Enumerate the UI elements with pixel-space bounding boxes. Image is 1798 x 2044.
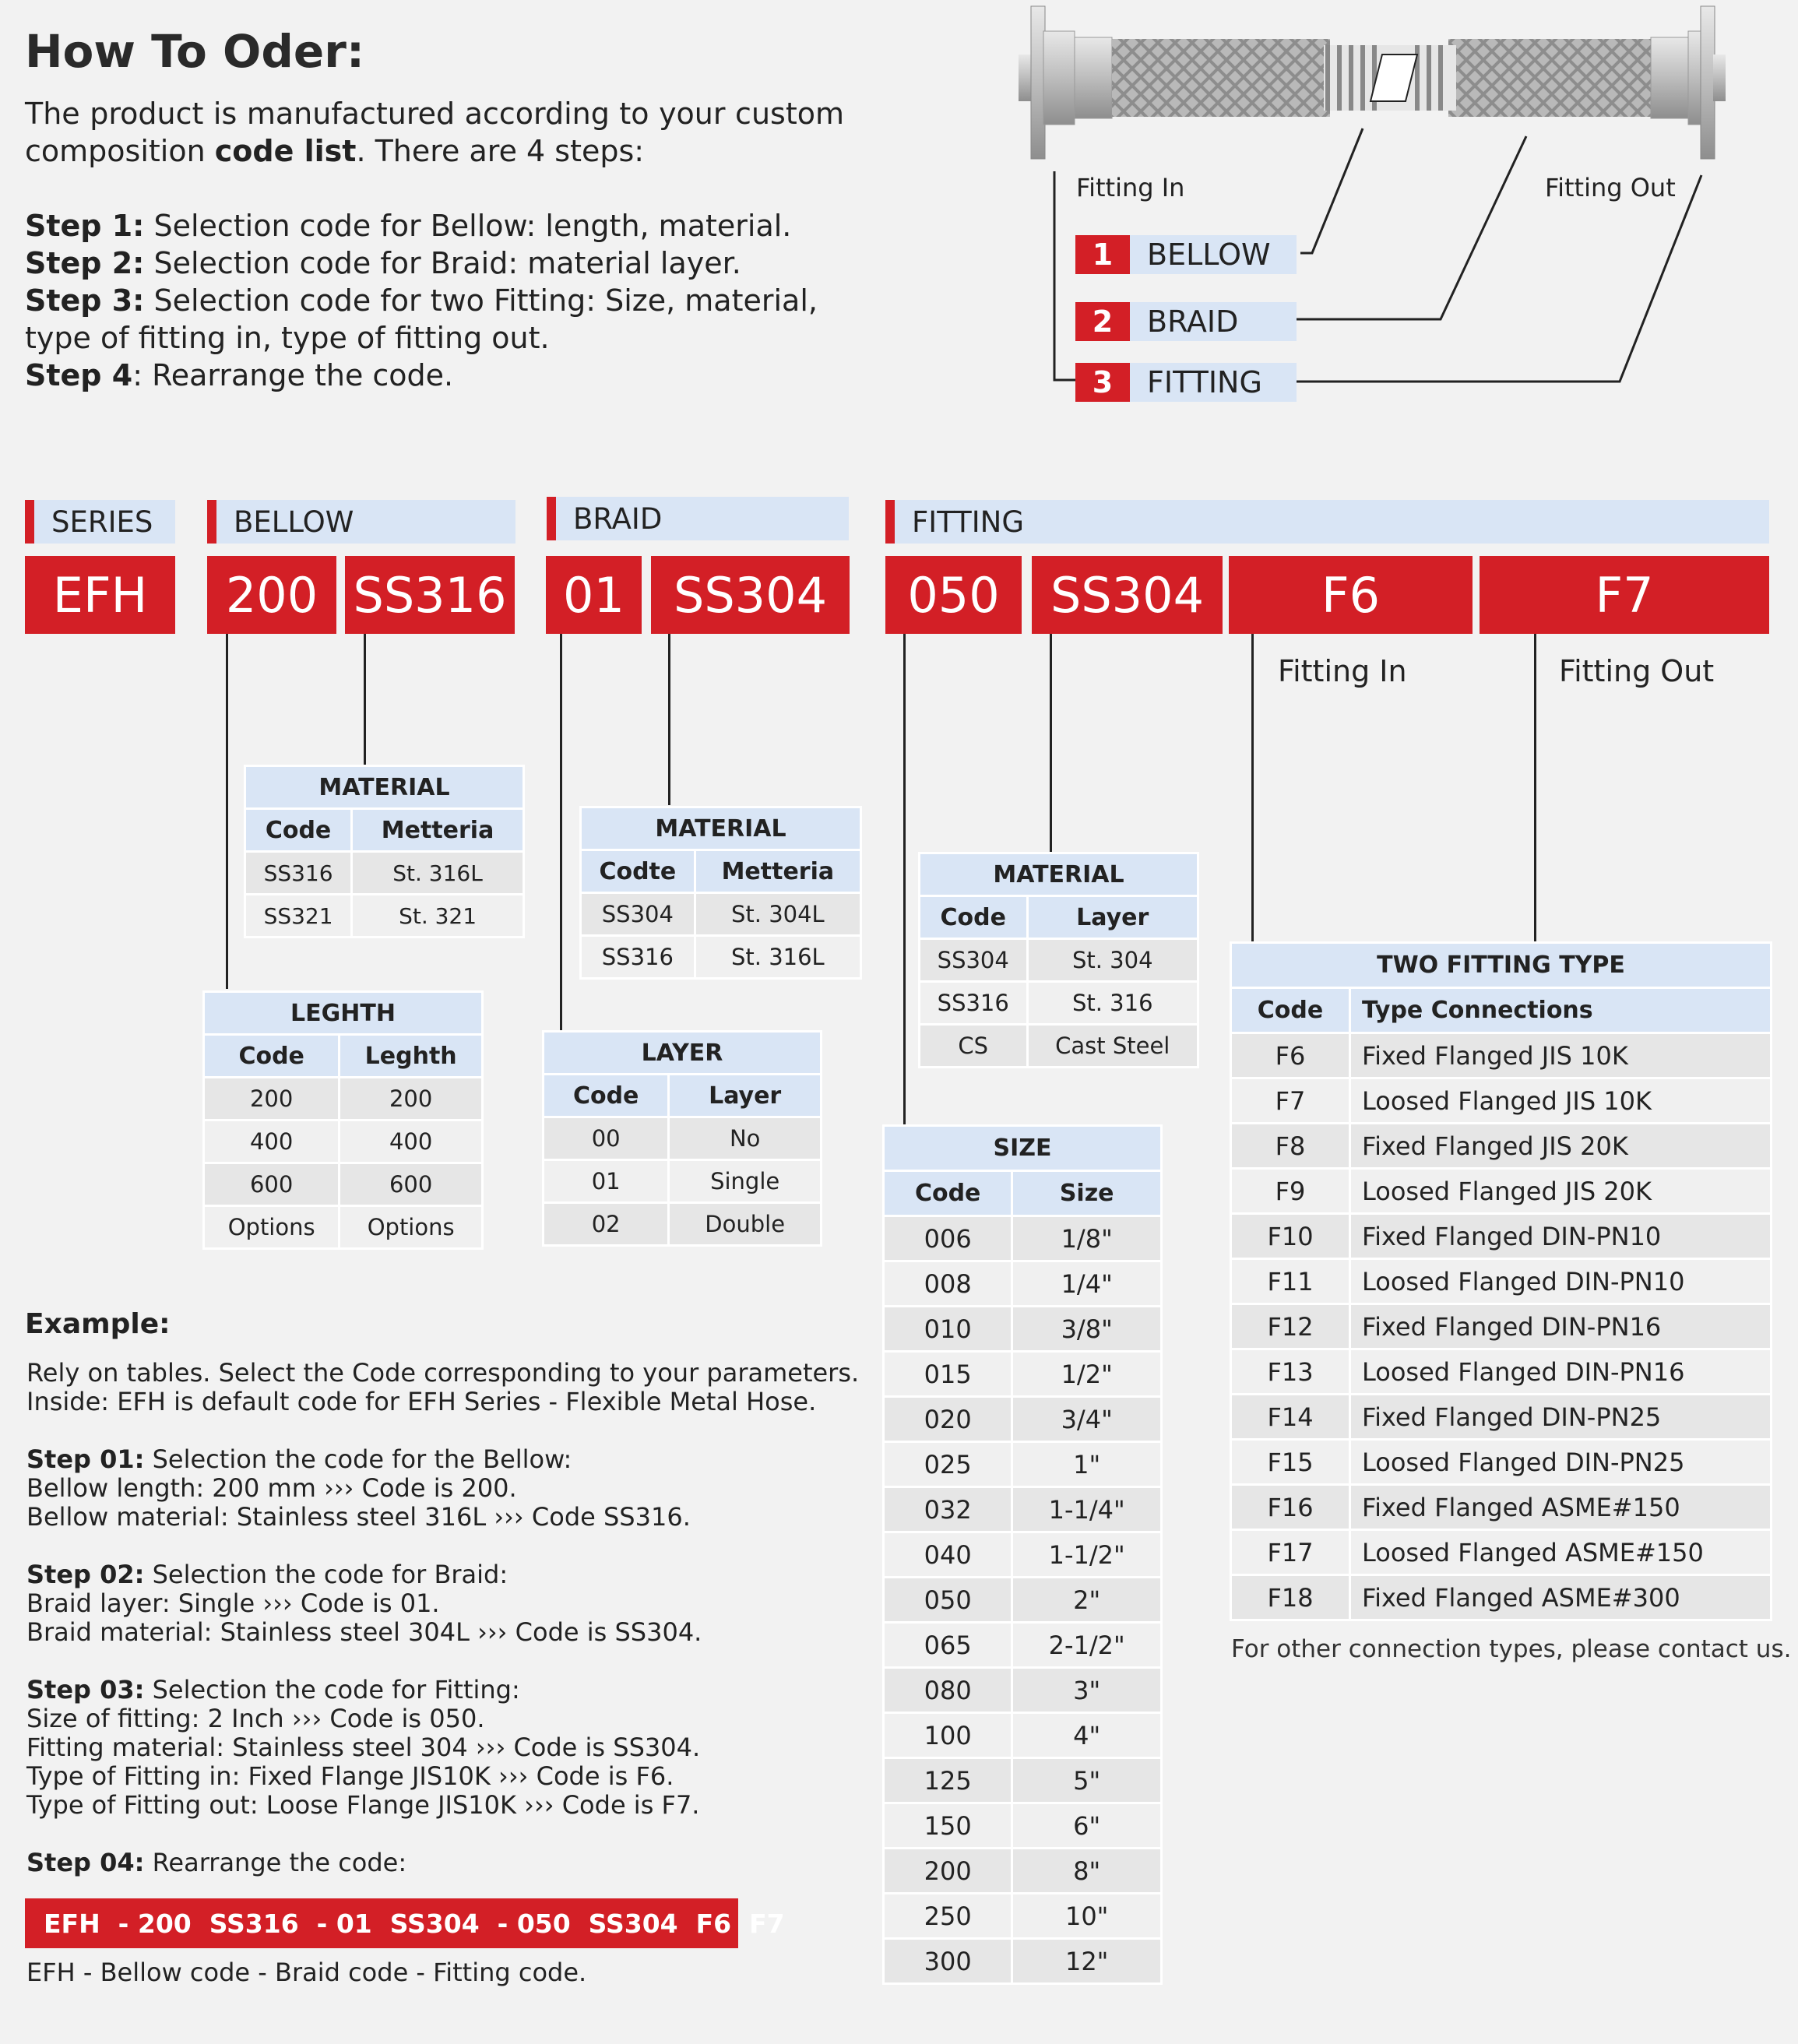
table-cell: F9: [1232, 1170, 1349, 1212]
connector-line: [1251, 634, 1254, 942]
table-cell: Loosed Flanged ASME#150: [1351, 1531, 1770, 1574]
hose-diagram: [1012, 0, 1729, 405]
table-cell: No: [670, 1118, 820, 1159]
table-title-row: [582, 808, 860, 849]
code-series: EFH: [25, 556, 175, 634]
table-cell: 3/4": [1013, 1398, 1160, 1441]
code-bellow-length: 200: [207, 556, 336, 634]
table-header-row: [885, 1172, 1160, 1215]
example-line: Step 02: Selection the code for Braid:: [26, 1560, 508, 1589]
table-cell: 1/8": [1013, 1217, 1160, 1260]
table-row: [885, 1488, 1160, 1531]
table-cell: CS: [920, 1026, 1026, 1066]
example-line: [26, 1820, 859, 1849]
column-header: Metteria: [696, 851, 860, 892]
example-line: Fitting material: Stainless steel 304 ››› Code is SS304.: [26, 1733, 701, 1762]
code-fitting-in: F6: [1229, 556, 1473, 634]
table-cell: 006: [885, 1217, 1011, 1260]
code-braid-layer: 01: [546, 556, 642, 634]
table-cell: Loosed Flanged JIS 10K: [1351, 1079, 1770, 1122]
bellow-length-table: [202, 990, 484, 1250]
diagram-fitting-out-label: Fitting Out: [1545, 173, 1676, 202]
example-footer: EFH - Bellow code - Braid code - Fitting code.: [26, 1958, 587, 1987]
table-row: [885, 1940, 1160, 1982]
table-cell: Fixed Flanged JIS 20K: [1351, 1124, 1770, 1167]
table-row: [920, 1026, 1197, 1066]
table-cell: 00: [544, 1118, 667, 1159]
table-cell: 100: [885, 1714, 1011, 1757]
connector-line: [668, 634, 670, 805]
table-cell: F18: [1232, 1576, 1349, 1619]
table-header-row: [205, 1036, 481, 1076]
table-cell: 1-1/2": [1013, 1533, 1160, 1576]
table-row: [885, 1398, 1160, 1441]
intro-part2: . There are 4 steps:: [356, 134, 645, 168]
flange-right-icon: [1701, 6, 1715, 159]
table-cell: 200: [340, 1078, 481, 1119]
table-row: [885, 1849, 1160, 1892]
table-cell: SS316: [582, 937, 694, 977]
table-cell: St. 316L: [353, 853, 523, 893]
table-cell: 400: [340, 1121, 481, 1162]
table-cell: SS304: [920, 940, 1026, 980]
table-title: MATERIAL: [582, 808, 860, 849]
table-row: [885, 1533, 1160, 1576]
table-title-row: [544, 1033, 820, 1073]
example-lines: [26, 1359, 859, 1877]
table-cell: St. 316: [1029, 983, 1198, 1023]
fitting-type-table: [1230, 941, 1772, 1621]
table-row: [885, 1217, 1160, 1260]
table-cell: F10: [1232, 1215, 1349, 1258]
table-cell: 400: [205, 1121, 338, 1162]
table-cell: 200: [885, 1849, 1011, 1892]
example-line: Step 01: Selection the code for the Bellow:: [26, 1444, 572, 1474]
table-cell: 032: [885, 1488, 1011, 1531]
table-cell: 050: [885, 1578, 1011, 1621]
table-row: [920, 940, 1197, 980]
intro-bold: code list: [214, 134, 357, 168]
table-cell: F11: [1232, 1260, 1349, 1303]
header-braid: BRAID: [547, 497, 849, 540]
table-cell: 1/2": [1013, 1353, 1160, 1395]
table-row: [885, 1669, 1160, 1712]
fitting-out-label: Fitting Out: [1559, 654, 1715, 688]
table-row: [1232, 1576, 1770, 1619]
table-cell: Cast Steel: [1029, 1026, 1198, 1066]
table-cell: Double: [670, 1204, 820, 1244]
connector-line: [1050, 634, 1052, 853]
table-row: [885, 1443, 1160, 1486]
table-cell: 008: [885, 1262, 1011, 1305]
table-cell: 065: [885, 1624, 1011, 1666]
example-title: Example:: [25, 1308, 171, 1340]
table-row: [246, 895, 523, 936]
braid-left-icon: [1112, 39, 1330, 117]
table-cell: 150: [885, 1804, 1011, 1847]
table-cell: 025: [885, 1443, 1011, 1486]
example-line: Braid layer: Single ››› Code is 01.: [26, 1588, 440, 1618]
table-header-row: [544, 1075, 820, 1116]
table-row: [1232, 1170, 1770, 1212]
table-cell: Loosed Flanged DIN-PN16: [1351, 1350, 1770, 1393]
example-line: Step 04: Rearrange the code:: [26, 1848, 407, 1877]
table-cell: SS316: [246, 853, 350, 893]
table-cell: 2-1/2": [1013, 1624, 1160, 1666]
table-cell: Fixed Flanged DIN-PN16: [1351, 1305, 1770, 1348]
table-row: [205, 1078, 481, 1119]
legend-num-3: 3: [1075, 363, 1130, 402]
table-cell: F6: [1232, 1034, 1349, 1077]
column-header: Code: [246, 810, 350, 850]
table-row: [1232, 1079, 1770, 1122]
table-cell: Fixed Flanged ASME#300: [1351, 1576, 1770, 1619]
column-header: Metteria: [353, 810, 523, 850]
table-row: [1232, 1034, 1770, 1077]
table-title: MATERIAL: [246, 767, 523, 807]
table-row: [205, 1164, 481, 1205]
table-cell: St. 316L: [696, 937, 860, 977]
table-header-row: [1232, 989, 1770, 1032]
table-cell: 600: [205, 1164, 338, 1205]
diagram-fitting-in-label: Fitting In: [1076, 173, 1185, 202]
table-title: LAYER: [544, 1033, 820, 1073]
table-row: [1232, 1124, 1770, 1167]
braid-right-icon: [1448, 39, 1651, 117]
table-title-row: [1232, 944, 1770, 987]
table-cell: 6": [1013, 1804, 1160, 1847]
table-cell: 1": [1013, 1443, 1160, 1486]
table-cell: 200: [205, 1078, 338, 1119]
table-cell: 020: [885, 1398, 1011, 1441]
intro-text: [25, 95, 844, 170]
example-line: Step 03: Selection the code for Fitting:: [26, 1675, 520, 1705]
table-header-row: [246, 810, 523, 850]
table-row: [885, 1307, 1160, 1350]
column-header: Code: [1232, 989, 1349, 1032]
step-line: Step 1: Selection code for Bellow: length, material.: [25, 209, 792, 243]
table-row: [885, 1262, 1160, 1305]
example-line: Inside: EFH is default code for EFH Series - Flexible Metal Hose.: [26, 1387, 817, 1416]
table-row: [1232, 1486, 1770, 1529]
table-row: [885, 1804, 1160, 1847]
table-row: [885, 1353, 1160, 1395]
connector-line: [1534, 634, 1536, 942]
example-line: Rely on tables. Select the Code corresponding to your parameters.: [26, 1358, 860, 1388]
example-line: Bellow material: Stainless steel 316L ››› Code SS316.: [26, 1502, 691, 1532]
connector-line: [560, 634, 562, 1033]
column-header: Code: [885, 1172, 1011, 1215]
header-bellow: BELLOW: [207, 500, 515, 544]
table-cell: 080: [885, 1669, 1011, 1712]
legend-fitting: FITTING: [1130, 363, 1297, 402]
table-cell: Fixed Flanged ASME#150: [1351, 1486, 1770, 1529]
table-cell: 10": [1013, 1894, 1160, 1937]
table-title: SIZE: [885, 1127, 1160, 1170]
example-line: Size of fitting: 2 Inch ››› Code is 050.: [26, 1704, 485, 1733]
column-header: Layer: [670, 1075, 820, 1116]
connector-line: [903, 634, 906, 1126]
fitting-material-table: [918, 852, 1199, 1068]
table-cell: 250: [885, 1894, 1011, 1937]
table-cell: F17: [1232, 1531, 1349, 1574]
table-cell: 12": [1013, 1940, 1160, 1982]
table-row: [582, 937, 860, 977]
table-cell: 1-1/4": [1013, 1488, 1160, 1531]
table-cell: F13: [1232, 1350, 1349, 1393]
column-header: Codte: [582, 851, 694, 892]
example-line: Bellow length: 200 mm ››› Code is 200.: [26, 1473, 517, 1503]
table-cell: Options: [340, 1207, 481, 1247]
table-row: [544, 1204, 820, 1244]
braid-layer-table: [542, 1030, 822, 1247]
table-cell: Loosed Flanged DIN-PN25: [1351, 1441, 1770, 1483]
step-line: Step 3: Selection code for two Fitting: Size, material,: [25, 283, 818, 318]
code-fitting-out: F7: [1480, 556, 1769, 634]
table-row: [1232, 1395, 1770, 1438]
table-row: [920, 983, 1197, 1023]
example-line: Type of Fitting in: Fixed Flange JIS10K ››› Code is F6.: [26, 1761, 674, 1791]
table-cell: 3/8": [1013, 1307, 1160, 1350]
table-cell: Loosed Flanged JIS 20K: [1351, 1170, 1770, 1212]
bellow-icon: [1324, 45, 1456, 111]
table-cell: Fixed Flanged DIN-PN25: [1351, 1395, 1770, 1438]
table-row: [582, 894, 860, 934]
table-row: [1232, 1350, 1770, 1393]
example-line: [26, 1416, 859, 1445]
header-series: SERIES: [25, 500, 175, 544]
table-cell: Single: [670, 1161, 820, 1201]
example-line: Braid material: Stainless steel 304L ››› Code is SS304.: [26, 1617, 702, 1647]
table-header-row: [920, 897, 1197, 938]
table-row: [205, 1207, 481, 1247]
table-cell: F8: [1232, 1124, 1349, 1167]
table-row: [205, 1121, 481, 1162]
table-cell: 4": [1013, 1714, 1160, 1757]
table-row: [1232, 1260, 1770, 1303]
table-cell: 300: [885, 1940, 1011, 1982]
table-row: [885, 1624, 1160, 1666]
table-cell: F12: [1232, 1305, 1349, 1348]
table-row: [885, 1714, 1160, 1757]
example-line: Type of Fitting out: Loose Flange JIS10K ››› Code is F7.: [26, 1790, 700, 1820]
code-bellow-material: SS316: [345, 556, 515, 634]
table-cell: F16: [1232, 1486, 1349, 1529]
column-header: Size: [1013, 1172, 1160, 1215]
header-fitting: FITTING: [885, 500, 1769, 544]
table-cell: 02: [544, 1204, 667, 1244]
step-line: Step 4: Rearrange the code.: [25, 358, 454, 392]
legend-braid: BRAID: [1130, 302, 1297, 341]
table-cell: 125: [885, 1759, 1011, 1802]
table-cell: 01: [544, 1161, 667, 1201]
fitting-size-table: [882, 1124, 1163, 1985]
example-line: [26, 1532, 859, 1560]
table-cell: SS321: [246, 895, 350, 936]
table-cell: 2": [1013, 1578, 1160, 1621]
table-row: [885, 1759, 1160, 1802]
flange-left-icon: [1019, 55, 1033, 101]
table-cell: Loosed Flanged DIN-PN10: [1351, 1260, 1770, 1303]
connector-line: [364, 634, 366, 765]
legend-bellow: BELLOW: [1130, 235, 1297, 274]
table-title-row: [246, 767, 523, 807]
table-cell: SS304: [582, 894, 694, 934]
table-cell: 3": [1013, 1669, 1160, 1712]
step-line: Step 2: Selection code for Braid: material layer.: [25, 246, 741, 280]
table-cell: F15: [1232, 1441, 1349, 1483]
table-title: LEGHTH: [205, 993, 481, 1033]
table-row: [885, 1894, 1160, 1937]
table-title-row: [920, 854, 1197, 895]
table-cell: SS316: [920, 983, 1026, 1023]
bellow-material-table: [244, 765, 525, 938]
table-cell: St. 304: [1029, 940, 1198, 980]
fitting-in-label: Fitting In: [1278, 654, 1407, 688]
table-cell: 015: [885, 1353, 1011, 1395]
table-row: [885, 1578, 1160, 1621]
table-row: [544, 1161, 820, 1201]
table-row: [1232, 1441, 1770, 1483]
example-final-code: EFH - 200 SS316 - 01 SS304 - 050 SS304 F6 F7: [25, 1898, 738, 1948]
table-cell: St. 321: [353, 895, 523, 936]
table-title: MATERIAL: [920, 854, 1197, 895]
table-cell: 8": [1013, 1849, 1160, 1892]
table-cell: 1/4": [1013, 1262, 1160, 1305]
column-header: Leghth: [340, 1036, 481, 1076]
table-title: TWO FITTING TYPE: [1232, 944, 1770, 987]
code-fitting-size: 050: [885, 556, 1022, 634]
intro-part1: The product is manufactured according to your custom composition: [25, 97, 844, 168]
code-braid-material: SS304: [651, 556, 850, 634]
page-title: How To Oder:: [25, 25, 365, 78]
legend-num-1: 1: [1075, 235, 1130, 274]
step-line: type of fitting in, type of fitting out.: [25, 321, 550, 355]
table-cell: 600: [340, 1164, 481, 1205]
column-header: Layer: [1029, 897, 1198, 938]
table-title-row: [205, 993, 481, 1033]
connector-line: [226, 634, 228, 989]
steps-list: [25, 207, 818, 394]
table-row: [1232, 1531, 1770, 1574]
code-fitting-material: SS304: [1032, 556, 1223, 634]
legend-num-2: 2: [1075, 302, 1130, 341]
braid-material-table: [579, 806, 862, 980]
table-cell: 5": [1013, 1759, 1160, 1802]
table-row: [544, 1118, 820, 1159]
column-header: Code: [544, 1075, 667, 1116]
table-cell: Fixed Flanged DIN-PN10: [1351, 1215, 1770, 1258]
table-title-row: [885, 1127, 1160, 1170]
fitting-type-note: For other connection types, please contact us.: [1231, 1635, 1792, 1663]
table-row: [246, 853, 523, 893]
column-header: Code: [920, 897, 1026, 938]
table-cell: 010: [885, 1307, 1011, 1350]
column-header: Code: [205, 1036, 338, 1076]
table-cell: Options: [205, 1207, 338, 1247]
example-line: [26, 1647, 859, 1676]
table-cell: 040: [885, 1533, 1011, 1576]
table-cell: St. 304L: [696, 894, 860, 934]
table-cell: F7: [1232, 1079, 1349, 1122]
table-row: [1232, 1215, 1770, 1258]
table-cell: Fixed Flanged JIS 10K: [1351, 1034, 1770, 1077]
table-header-row: [582, 851, 860, 892]
table-cell: F14: [1232, 1395, 1349, 1438]
table-row: [1232, 1305, 1770, 1348]
column-header: Type Connections: [1351, 989, 1770, 1032]
